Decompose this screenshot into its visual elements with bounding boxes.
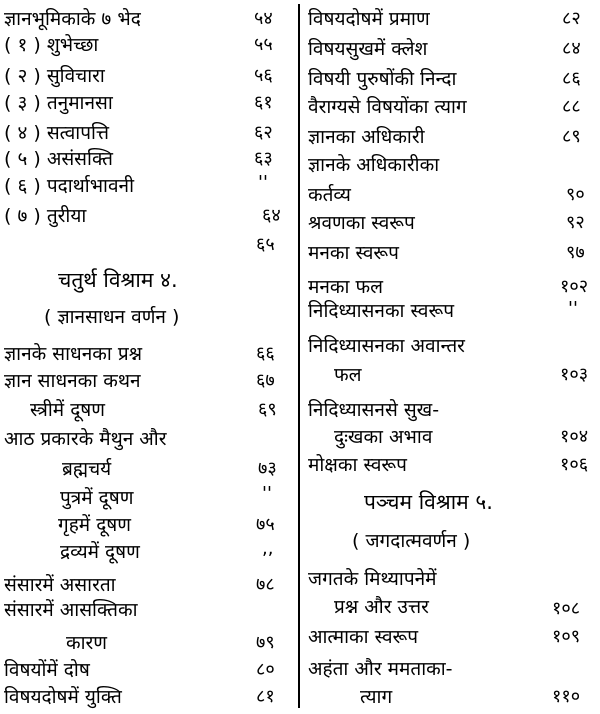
toc-entry-text: त्याग bbox=[360, 686, 393, 708]
toc-entry-page: ८९ bbox=[562, 126, 581, 147]
toc-entry-page: ७५ bbox=[256, 514, 275, 535]
toc-entry-text: स्त्रीमें दूषण bbox=[30, 399, 106, 421]
toc-entry-text: ( ६ ) पदार्थाभावनी bbox=[4, 175, 134, 197]
column-divider bbox=[298, 4, 300, 708]
toc-entry-text: ज्ञानका अधिकारी bbox=[308, 126, 425, 148]
toc-entry-page: ९० bbox=[566, 184, 585, 205]
toc-entry-text: प्रश्न और उत्तर bbox=[334, 596, 429, 618]
toc-entry-text: विषयदोषमें प्रमाण bbox=[308, 8, 430, 30]
toc-entry-page: ७९ bbox=[256, 632, 275, 653]
toc-entry-text: विषयसुखमें क्लेश bbox=[308, 38, 428, 60]
toc-entry-page: ६५ bbox=[256, 234, 275, 255]
section-subheading: ( जगदात्मवर्णन ) bbox=[352, 530, 471, 552]
toc-entry-text: कारण bbox=[66, 632, 108, 654]
toc-entry-page: ९७ bbox=[566, 242, 585, 263]
toc-entry-page: ६२ bbox=[254, 122, 273, 143]
toc-entry-text: मनका फल bbox=[308, 276, 383, 298]
toc-entry-text: श्रवणका स्वरूप bbox=[308, 212, 415, 234]
toc-entry-text: ( ७ ) तुरीया bbox=[4, 205, 87, 227]
toc-entry-page: '' bbox=[258, 172, 268, 193]
toc-entry-page: १०९ bbox=[552, 626, 581, 647]
toc-entry-text: संसारमें आसक्तिका bbox=[4, 599, 138, 621]
toc-entry-page: १०६ bbox=[560, 454, 589, 475]
toc-entry-page: ६३ bbox=[254, 148, 273, 169]
toc-entry-text: ज्ञानके साधनका प्रश्न bbox=[4, 343, 143, 365]
toc-entry-text: ( ३ ) तनुमानसा bbox=[4, 92, 113, 114]
toc-entry-text: मनका स्वरूप bbox=[308, 242, 399, 264]
toc-entry-page: ६१ bbox=[254, 92, 273, 113]
right-column bbox=[304, 0, 600, 714]
toc-entry-page: ६४ bbox=[262, 205, 281, 226]
toc-entry-page: ८४ bbox=[562, 38, 581, 59]
toc-entry-text: विषयदोषमें युक्ति bbox=[4, 686, 122, 708]
toc-entry-page: '' bbox=[568, 298, 578, 319]
toc-entry-page: १०८ bbox=[552, 598, 581, 619]
toc-entry-page: ८६ bbox=[562, 68, 581, 89]
toc-entry-text: दुःखका अभाव bbox=[334, 426, 433, 448]
toc-entry-text: निदिध्यासनका स्वरूप bbox=[308, 300, 455, 322]
toc-entry-page: ५६ bbox=[254, 65, 273, 86]
toc-entry-text: ( १ ) शुभेच्छा bbox=[4, 34, 99, 56]
toc-entry-page: ७३ bbox=[258, 458, 277, 479]
toc-entry-text: निदिध्यासनका अवान्तर bbox=[308, 335, 465, 357]
toc-entry-text: ( ५ ) असंसक्ति bbox=[4, 148, 113, 170]
toc-entry-text: संसारमें असारता bbox=[4, 574, 116, 596]
section-subheading: ( ज्ञानसाधन वर्णन ) bbox=[44, 306, 180, 328]
toc-entry-text: आत्माका स्वरूप bbox=[308, 626, 419, 648]
toc-entry-text: कर्तव्य bbox=[308, 184, 351, 206]
toc-entry-text: विषयोंमें दोष bbox=[4, 659, 90, 681]
toc-entry-page: '' bbox=[262, 483, 272, 504]
toc-entry-page: ६७ bbox=[256, 370, 275, 391]
toc-entry-page: ५४ bbox=[254, 8, 273, 29]
toc-entry-text: ज्ञान साधनका कथन bbox=[4, 370, 141, 392]
toc-entry-text: द्रव्यमें दूषण bbox=[60, 541, 140, 563]
toc-entry-text: वैराग्यसे विषयोंका त्याग bbox=[308, 96, 467, 118]
toc-entry-text: विषयी पुरुषोंकी निन्दा bbox=[308, 68, 457, 90]
toc-entry-text: अहंता और ममताका- bbox=[308, 658, 453, 680]
toc-entry-text: गृहमें दूषण bbox=[58, 514, 131, 536]
toc-entry-page: ५५ bbox=[254, 34, 273, 55]
toc-entry-text: ब्रह्मचर्य bbox=[62, 458, 112, 480]
toc-entry-page: ६६ bbox=[256, 343, 275, 364]
toc-entry-page: १०३ bbox=[560, 364, 589, 385]
toc-entry-text: ( ४ ) सत्वापत्ति bbox=[4, 122, 110, 144]
toc-entry-page: ६९ bbox=[258, 399, 277, 420]
toc-entry-page: ८० bbox=[256, 659, 275, 680]
toc-entry-text: ज्ञानभूमिकाके ७ भेद bbox=[4, 8, 141, 30]
toc-entry-text: ज्ञानके अधिकारीका bbox=[308, 154, 440, 176]
toc-entry-page: ९२ bbox=[566, 212, 585, 233]
toc-entry-page: १०४ bbox=[560, 426, 589, 447]
toc-entry-text: जगतके मिथ्यापनेमें bbox=[308, 568, 437, 590]
toc-entry-text: आठ प्रकारके मैथुन और bbox=[4, 428, 167, 450]
left-column bbox=[0, 0, 295, 714]
toc-entry-text: ( २ ) सुविचारा bbox=[4, 65, 105, 87]
toc-entry-text: पुत्रमें दूषण bbox=[60, 487, 134, 509]
toc-entry-page: ८१ bbox=[256, 686, 275, 707]
section-heading: पञ्चम विश्राम ५. bbox=[364, 490, 493, 514]
section-heading: चतुर्थ विश्राम ४. bbox=[58, 268, 178, 292]
toc-entry-page: ८२ bbox=[562, 8, 581, 29]
toc-entry-text: फल bbox=[334, 364, 362, 386]
toc-entry-page: ७८ bbox=[256, 574, 275, 595]
toc-entry-text: मोक्षका स्वरूप bbox=[308, 454, 407, 476]
toc-entry-page: ११० bbox=[552, 686, 581, 707]
toc-entry-text: निदिध्यासनसे सुख- bbox=[308, 399, 440, 421]
toc-entry-page: १०२ bbox=[560, 276, 589, 297]
toc-entry-page: ,, bbox=[262, 538, 274, 559]
toc-entry-page: ८८ bbox=[562, 96, 581, 117]
